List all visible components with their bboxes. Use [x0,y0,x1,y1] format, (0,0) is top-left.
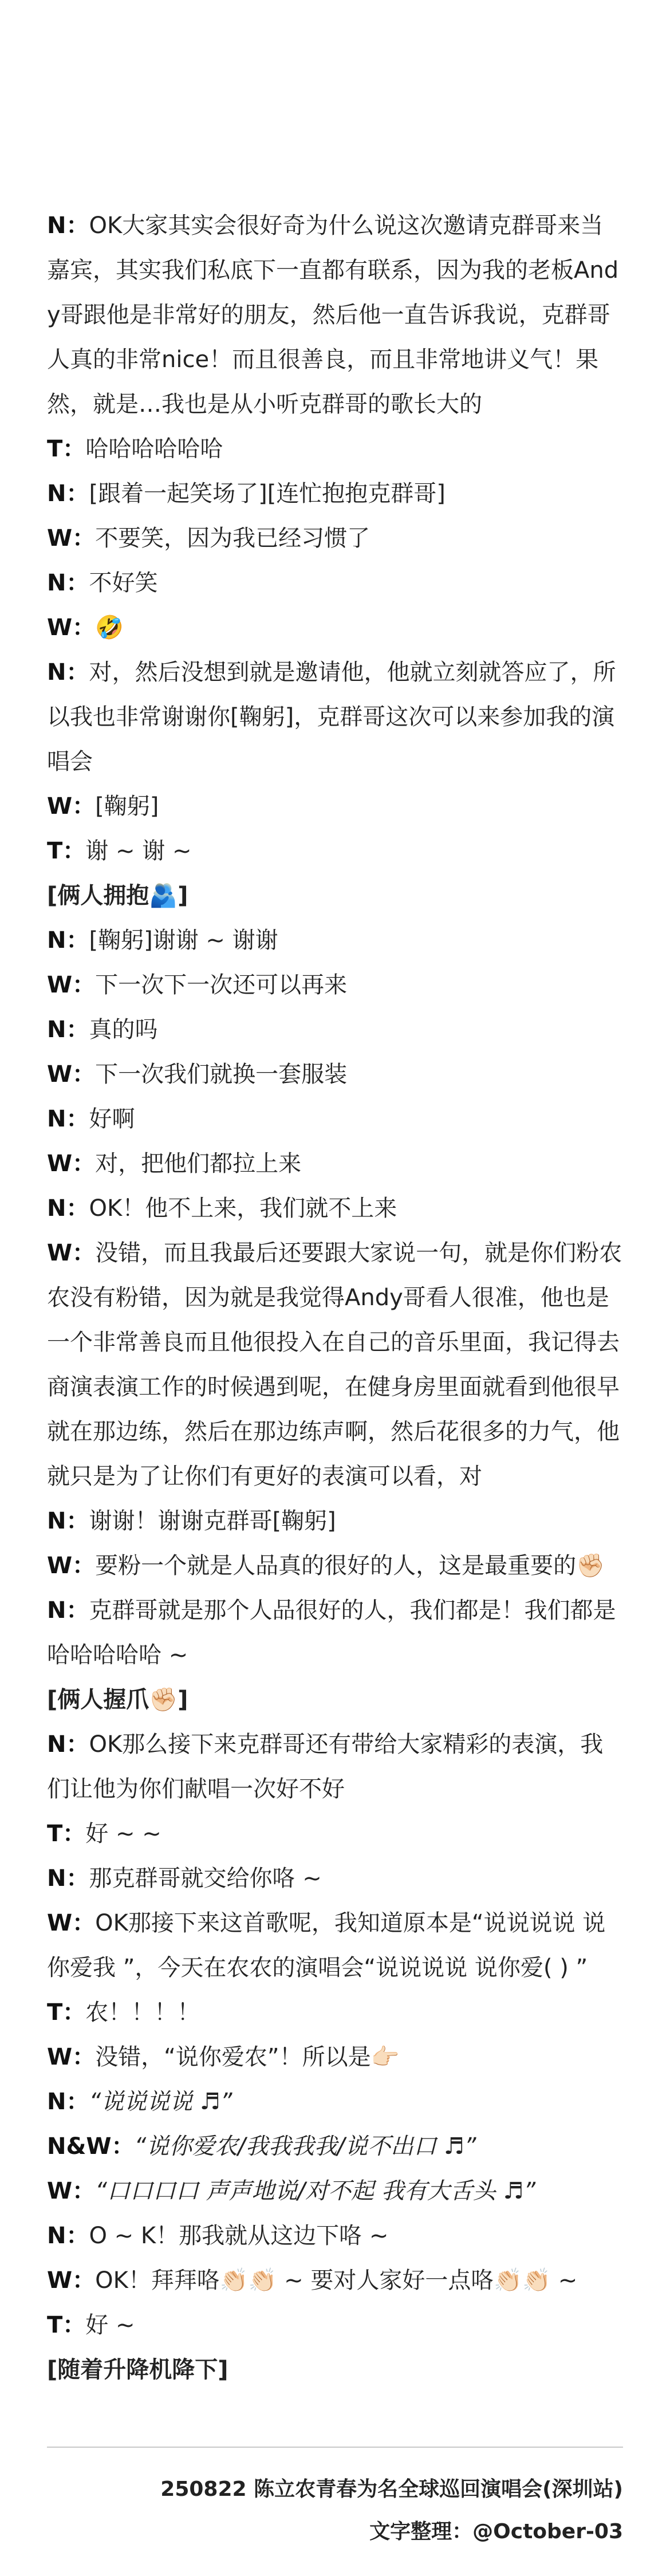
speaker-label: N&W ： [47,2133,134,2160]
dialogue-line [47,2258,623,2303]
dialogue-line [47,516,623,561]
speaker-label: W ： [47,2178,95,2204]
dialogue-text: 克群哥就是那个人品很好的人，我们都是！我们都是哈哈哈哈哈 ~ [47,1597,616,1668]
speaker-label: N ： [47,927,89,954]
lyric-text: “说你爱农/我我我我/说不出口 ♬” [134,2133,476,2160]
dialogue-line [47,784,623,829]
speaker-label: N ： [47,1195,89,1222]
credit-text: 文字整理：@October-03 [369,2520,623,2543]
dialogue-text: 真的吗 [89,1017,158,1043]
dialogue-line [47,561,623,605]
dialogue-line [47,1901,623,1990]
dialogue-line [47,1722,623,1811]
dialogue-text: 对，然后没想到就是邀请他，他就立刻就答应了，所以我也非常谢谢你[鞠躬]，克群哥这次可以来参加我的演唱会 [47,659,616,775]
dialogue-text: OK！拜拜咯👏🏻👏🏻 ~ 要对人家好一点咯👏🏻👏🏻 ~ [95,2267,578,2294]
speaker-label: W ： [47,525,95,552]
dialogue-text: 下一次下一次还可以再来 [95,972,348,998]
dialogue-line [47,2213,623,2258]
dialogue-line [47,1007,623,1052]
dialogue-text: 好 ~ [85,2312,135,2338]
dialogue-line [47,1141,623,1186]
dialogue-line [47,918,623,963]
speaker-label: T ： [47,1821,85,1847]
speaker-label: T ： [47,1999,85,2026]
dialogue-text: 那克群哥就交给你咯 ~ [89,1865,322,1892]
speaker-label: W ： [47,1910,95,1936]
dialogue-line [47,2035,623,2079]
dialogue-line [47,1811,623,1856]
speaker-label: W ： [47,615,95,641]
dialogue-text: 不好笑 [89,570,158,596]
dialogue-text: OK！他不上来，我们就不上来 [89,1195,397,1222]
dialogue-text: OK大家其实会很好奇为什么说这次邀请克群哥来当嘉宾，其实我们私底下一直都有联系，因为我的老板Andy哥跟他是非常好的朋友，然后他一直告诉我说，克群哥人真的非常nice！而且很善良，而且非常地讲义气！果然，就是…我也是从小听克群哥的歌长大的 [47,212,619,417]
dialogue-line [47,1543,623,1588]
stage-direction: [随着升降机降下] [47,2357,228,2383]
speaker-label: T ： [47,838,85,864]
lyric-text: “口口口口 声声地说/对不起 我有大舌头 ♬” [95,2178,536,2204]
dialogue-text: 哈哈哈哈哈哈 [85,436,223,462]
speaker-label: N ： [47,1731,89,1758]
dialogue-line [47,2124,623,2169]
dialogue-line [47,2079,623,2124]
dialogue-text: [跟着一起笑场了][连忙抱抱克群哥] [89,480,446,507]
speaker-label: N ： [47,1597,89,1624]
dialogue-line [47,1231,623,1499]
stage-direction: [俩人握爪✊🏻] [47,1687,188,1713]
speaker-label: W ： [47,2044,95,2070]
dialogue-line [47,1052,623,1097]
speaker-label: N ： [47,1508,89,1534]
dialogue-text: OK那接下来这首歌呢，我知道原本是“说说说说 说你爱我 ”，今天在农农的演唱会“说说说说 说你爱( ) ” [47,1910,606,1981]
speaker-label: W ： [47,793,95,820]
dialogue-text: [鞠躬] [95,793,159,820]
dialogue-text: 农！！！！ [85,1999,200,2026]
transcript [47,203,623,2392]
speaker-label: N ： [47,480,89,507]
lyric-text: “说说说说 ♬” [89,2089,232,2115]
dialogue-text: 下一次我们就换一套服装 [95,1061,348,1088]
dialogue-text: 没错，而且我最后还要跟大家说一句，就是你们粉农农没有粉错，因为就是我觉得Andy哥看人很准，他也是一个非常善良而且他很投入在自己的音乐里面，我记得去商演表演工作的时候遇到呢，在健身房里面就看到他很早就在那边练，然后在那边练声啊，然后花很多的力气，他就只是为了让你们有更好的表演可以看，对 [47,1240,622,1490]
dialogue-line [47,203,623,427]
dialogue-line [47,605,623,650]
speaker-label: T ： [47,2312,85,2338]
dialogue-line [47,1856,623,1901]
dialogue-text: O ~ K！那我就从这边下咯 ~ [89,2223,389,2249]
speaker-label: W ： [47,2267,95,2294]
dialogue-line [47,1588,623,1677]
speaker-label: W ： [47,1151,95,1177]
dialogue-text: 对，把他们都拉上来 [95,1151,302,1177]
speaker-label: N ： [47,1017,89,1043]
dialogue-line [47,650,623,784]
speaker-label: W ： [47,1061,95,1088]
dialogue-line [47,829,623,873]
footer-divider [47,2447,623,2448]
dialogue-text: 好啊 [89,1106,135,1132]
dialogue-line [47,1097,623,1141]
dialogue-text: 不要笑，因为我已经习惯了 [95,525,371,552]
dialogue-text: [鞠躬]谢谢 ~ 谢谢 [89,927,278,954]
dialogue-line [47,471,623,516]
footer [160,2468,623,2553]
dialogue-line [47,1499,623,1543]
dialogue-line [47,1990,623,2035]
speaker-label: N ： [47,659,89,686]
dialogue-text: 好 ~ ~ [85,1821,161,1847]
speaker-label: W ： [47,1240,95,1266]
speaker-label: N ： [47,212,89,239]
speaker-label: N ： [47,1106,89,1132]
stage-direction: [俩人拥抱🫂] [47,883,188,909]
speaker-label: N ： [47,2223,89,2249]
dialogue-line [47,2303,623,2347]
dialogue-text: 要粉一个就是人品真的很好的人，这是最重要的✊🏻 [95,1553,605,1579]
dialogue-text: 没错，“说你爱农”！所以是👉🏻 [95,2044,400,2070]
speaker-label: W ： [47,972,95,998]
dialogue-text: 谢 ~ 谢 ~ [85,838,192,864]
dialogue-text: 🤣 [95,615,124,641]
speaker-label: T ： [47,436,85,462]
dialogue-line [47,1186,623,1231]
event-title: 250822 陈立农青春为名全球巡回演唱会(深圳站) [160,2477,623,2501]
speaker-label: N ： [47,570,89,596]
dialogue-line [47,427,623,471]
speaker-label: N ： [47,1865,89,1892]
speaker-label: N ： [47,2089,89,2115]
dialogue-line [47,2169,623,2213]
dialogue-text: 谢谢！谢谢克群哥[鞠躬] [89,1508,336,1534]
dialogue-text: OK那么接下来克群哥还有带给大家精彩的表演，我们让他为你们献唱一次好不好 [47,1731,604,1802]
dialogue-line [47,963,623,1007]
speaker-label: W ： [47,1553,95,1579]
